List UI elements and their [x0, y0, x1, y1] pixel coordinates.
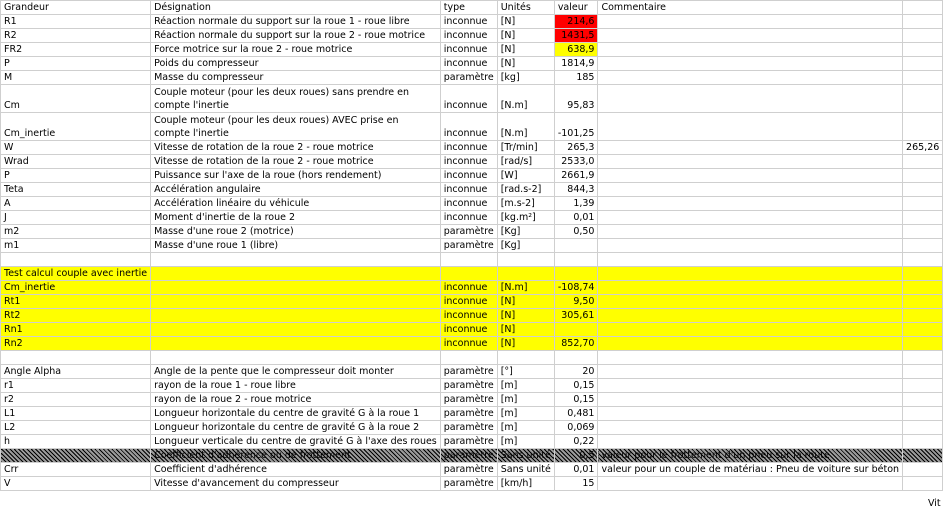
cell-commentaire[interactable] [598, 211, 903, 225]
cell-unites[interactable]: [N.m] [497, 113, 554, 141]
cell-grandeur[interactable] [1, 253, 151, 267]
cell-type[interactable] [440, 253, 497, 267]
cell-extra[interactable] [903, 253, 943, 267]
cell-type[interactable]: paramètre [440, 449, 497, 463]
cell-valeur[interactable]: 1,39 [554, 197, 598, 211]
cell-type[interactable] [440, 351, 497, 365]
cell-type[interactable]: paramètre [440, 71, 497, 85]
cell-extra[interactable] [903, 29, 943, 43]
cell-commentaire[interactable] [598, 197, 903, 211]
header-grandeur[interactable]: Grandeur [1, 1, 151, 15]
cell-valeur[interactable]: 638,9 [554, 43, 598, 57]
cell-commentaire[interactable] [598, 183, 903, 197]
cell-valeur[interactable]: 0,15 [554, 379, 598, 393]
cell-unites[interactable]: [Tr/min] [497, 141, 554, 155]
cell-type[interactable]: inconnue [440, 211, 497, 225]
table-row [1, 85, 943, 113]
cell-grandeur[interactable]: Angle Alpha [1, 365, 151, 379]
cell-extra[interactable] [903, 435, 943, 449]
cell-designation[interactable]: Couple moteur (pour les deux roues) AVEC prise en compte l'inertie [151, 113, 441, 141]
cell-type[interactable]: inconnue [440, 337, 497, 351]
cell-grandeur[interactable] [1, 449, 151, 463]
table-row [1, 337, 943, 351]
cell-designation[interactable]: Longueur verticale du centre de gravité G à l'axe des roues [151, 435, 441, 449]
cell-extra[interactable] [903, 113, 943, 141]
cell-grandeur[interactable]: L2 [1, 421, 151, 435]
cell-unites[interactable]: [N] [497, 337, 554, 351]
table-row [1, 43, 943, 57]
cell-designation[interactable]: Puissance sur l'axe de la roue (hors rendement) [151, 169, 441, 183]
cell-extra[interactable] [903, 267, 943, 281]
cell-valeur[interactable]: 0,22 [554, 435, 598, 449]
cell-valeur[interactable]: 0,069 [554, 421, 598, 435]
cell-unites[interactable]: [m] [497, 407, 554, 421]
cell-commentaire[interactable]: valeur pour le frottement d'un pneu sur la route [598, 449, 903, 463]
cell-commentaire[interactable] [598, 15, 903, 29]
table-row [1, 113, 943, 141]
cell-extra[interactable] [903, 211, 943, 225]
table-row [1, 197, 943, 211]
cell-extra[interactable] [903, 421, 943, 435]
table-row [1, 71, 943, 85]
table-row [1, 477, 943, 491]
cell-commentaire[interactable] [598, 85, 903, 113]
table-row [1, 57, 943, 71]
table-row [1, 141, 943, 155]
cell-designation[interactable]: Masse du compresseur [151, 71, 441, 85]
cell-extra[interactable]: 265,26 [903, 141, 943, 155]
cell-extra[interactable] [903, 239, 943, 253]
cell-grandeur[interactable]: A [1, 197, 151, 211]
cell-valeur[interactable]: -101,25 [554, 113, 598, 141]
cell-valeur[interactable]: 2533,0 [554, 155, 598, 169]
cell-unites[interactable]: [N] [497, 309, 554, 323]
cell-valeur[interactable]: 0,481 [554, 407, 598, 421]
table-row [1, 393, 943, 407]
header-type[interactable]: type [440, 1, 497, 15]
cell-grandeur[interactable]: Rt2 [1, 309, 151, 323]
cell-unites[interactable]: [W] [497, 169, 554, 183]
table-row [1, 295, 943, 309]
cell-commentaire[interactable] [598, 435, 903, 449]
cell-unites[interactable]: [N] [497, 43, 554, 57]
header-row [1, 1, 943, 15]
cell-designation[interactable]: Vitesse d'avancement du compresseur [151, 477, 441, 491]
trailing-cell-text: Vit [928, 498, 941, 509]
table-row [1, 267, 943, 281]
cell-valeur[interactable]: 305,61 [554, 309, 598, 323]
table-row [1, 323, 943, 337]
cell-grandeur[interactable]: W [1, 141, 151, 155]
cell-unites[interactable]: [kg.m²] [497, 211, 554, 225]
cell-commentaire[interactable] [598, 267, 903, 281]
cell-grandeur[interactable]: R1 [1, 15, 151, 29]
table-row [1, 169, 943, 183]
cell-extra[interactable] [903, 351, 943, 365]
cell-designation[interactable] [151, 267, 441, 281]
cell-extra[interactable] [903, 183, 943, 197]
cell-designation[interactable]: Vitesse de rotation de la roue 2 - roue motrice [151, 155, 441, 169]
header-unites[interactable]: Unités [497, 1, 554, 15]
cell-type[interactable]: paramètre [440, 435, 497, 449]
cell-commentaire[interactable] [598, 393, 903, 407]
cell-designation[interactable]: Réaction normale du support sur la roue 2 - roue motrice [151, 29, 441, 43]
cell-commentaire[interactable] [598, 169, 903, 183]
cell-extra[interactable] [903, 155, 943, 169]
cell-extra[interactable] [903, 57, 943, 71]
table-row [1, 407, 943, 421]
table-row [1, 435, 943, 449]
cell-type[interactable]: inconnue [440, 183, 497, 197]
table-row [1, 239, 943, 253]
cell-unites[interactable]: [N] [497, 323, 554, 337]
cell-designation[interactable] [151, 253, 441, 267]
cell-unites[interactable]: Sans unité [497, 449, 554, 463]
cell-grandeur[interactable]: Teta [1, 183, 151, 197]
cell-valeur[interactable]: 844,3 [554, 183, 598, 197]
cell-commentaire[interactable] [598, 57, 903, 71]
cell-extra[interactable] [903, 169, 943, 183]
cell-designation[interactable]: Moment d'inertie de la roue 2 [151, 211, 441, 225]
cell-commentaire[interactable] [598, 141, 903, 155]
cell-valeur[interactable]: 852,70 [554, 337, 598, 351]
cell-unites[interactable]: [km/h] [497, 477, 554, 491]
cell-type[interactable]: inconnue [440, 43, 497, 57]
cell-unites[interactable] [497, 253, 554, 267]
cell-commentaire[interactable] [598, 407, 903, 421]
cell-valeur[interactable]: 185 [554, 71, 598, 85]
cell-grandeur[interactable]: Cm [1, 85, 151, 113]
cell-type[interactable]: inconnue [440, 295, 497, 309]
cell-valeur[interactable]: 1431,5 [554, 29, 598, 43]
cell-grandeur[interactable]: R2 [1, 29, 151, 43]
cell-extra[interactable] [903, 71, 943, 85]
cell-extra[interactable] [903, 85, 943, 113]
cell-grandeur[interactable]: Wrad [1, 155, 151, 169]
cell-commentaire[interactable] [598, 43, 903, 57]
table-row [1, 183, 943, 197]
cell-extra[interactable] [903, 379, 943, 393]
cell-type[interactable]: paramètre [440, 407, 497, 421]
cell-type[interactable]: inconnue [440, 57, 497, 71]
cell-type[interactable]: inconnue [440, 169, 497, 183]
cell-type[interactable]: inconnue [440, 113, 497, 141]
cell-extra[interactable] [903, 281, 943, 295]
cell-unites[interactable]: [kg] [497, 71, 554, 85]
header-extra[interactable] [903, 1, 943, 15]
cell-grandeur[interactable]: Test calcul couple avec inertie [1, 267, 151, 281]
cell-valeur[interactable]: 0,5 [554, 449, 598, 463]
cell-unites[interactable]: [m] [497, 435, 554, 449]
cell-extra[interactable] [903, 15, 943, 29]
cell-unites[interactable]: [N] [497, 295, 554, 309]
cell-commentaire[interactable] [598, 309, 903, 323]
cell-extra[interactable] [903, 365, 943, 379]
table-row [1, 351, 943, 365]
cell-type[interactable]: paramètre [440, 225, 497, 239]
cell-grandeur[interactable]: P [1, 169, 151, 183]
cell-extra[interactable] [903, 407, 943, 421]
cell-type[interactable]: paramètre [440, 365, 497, 379]
cell-unites[interactable]: [Kg] [497, 239, 554, 253]
cell-commentaire[interactable] [598, 421, 903, 435]
cell-grandeur[interactable]: M [1, 71, 151, 85]
cell-valeur[interactable]: 214,6 [554, 15, 598, 29]
cell-unites[interactable]: [N] [497, 15, 554, 29]
cell-designation[interactable] [151, 323, 441, 337]
cell-unites[interactable]: Sans unité [497, 463, 554, 477]
table-row [1, 421, 943, 435]
cell-designation[interactable] [151, 351, 441, 365]
table-row [1, 379, 943, 393]
cell-type[interactable]: inconnue [440, 85, 497, 113]
cell-unites[interactable]: [N] [497, 57, 554, 71]
cell-designation[interactable]: rayon de la roue 2 - roue motrice [151, 393, 441, 407]
cell-designation[interactable]: Angle de la pente que le compresseur doit monter [151, 365, 441, 379]
cell-unites[interactable]: [rad.s-2] [497, 183, 554, 197]
cell-grandeur[interactable]: r1 [1, 379, 151, 393]
cell-valeur[interactable]: 20 [554, 365, 598, 379]
cell-type[interactable]: paramètre [440, 477, 497, 491]
cell-designation[interactable]: Réaction normale du support sur la roue 1 - roue libre [151, 15, 441, 29]
cell-commentaire[interactable] [598, 351, 903, 365]
table-row [1, 365, 943, 379]
cell-valeur[interactable]: -108,74 [554, 281, 598, 295]
cell-commentaire[interactable] [598, 155, 903, 169]
cell-unites[interactable]: [N.m] [497, 281, 554, 295]
cell-extra[interactable] [903, 43, 943, 57]
cell-valeur[interactable] [554, 351, 598, 365]
cell-valeur[interactable]: 0,01 [554, 463, 598, 477]
table-row [1, 309, 943, 323]
cell-commentaire[interactable] [598, 239, 903, 253]
cell-extra[interactable] [903, 463, 943, 477]
cell-unites[interactable]: [Kg] [497, 225, 554, 239]
cell-type[interactable]: inconnue [440, 309, 497, 323]
cell-commentaire[interactable] [598, 295, 903, 309]
cell-extra[interactable] [903, 449, 943, 463]
cell-commentaire[interactable] [598, 337, 903, 351]
cell-commentaire[interactable] [598, 113, 903, 141]
cell-unites[interactable]: [m] [497, 421, 554, 435]
cell-type[interactable]: inconnue [440, 141, 497, 155]
cell-grandeur[interactable]: Rt1 [1, 295, 151, 309]
cell-unites[interactable]: [N.m] [497, 85, 554, 113]
table-row [1, 449, 943, 463]
cell-type[interactable]: inconnue [440, 281, 497, 295]
table-row [1, 15, 943, 29]
cell-unites[interactable] [497, 351, 554, 365]
cell-commentaire[interactable] [598, 71, 903, 85]
cell-valeur[interactable]: 15 [554, 477, 598, 491]
cell-extra[interactable] [903, 477, 943, 491]
cell-grandeur[interactable]: FR2 [1, 43, 151, 57]
cell-commentaire[interactable] [598, 225, 903, 239]
cell-commentaire[interactable]: valeur pour un couple de matériau : Pneu de voiture sur béton [598, 463, 903, 477]
cell-extra[interactable] [903, 393, 943, 407]
cell-type[interactable]: paramètre [440, 379, 497, 393]
cell-unites[interactable]: [m.s-2] [497, 197, 554, 211]
cell-commentaire[interactable] [598, 477, 903, 491]
cell-grandeur[interactable]: J [1, 211, 151, 225]
cell-designation[interactable] [151, 295, 441, 309]
cell-designation[interactable]: Masse d'une roue 2 (motrice) [151, 225, 441, 239]
cell-extra[interactable] [903, 309, 943, 323]
cell-type[interactable]: paramètre [440, 421, 497, 435]
cell-extra[interactable] [903, 197, 943, 211]
cell-commentaire[interactable] [598, 365, 903, 379]
table-row [1, 29, 943, 43]
cell-unites[interactable]: [rad/s] [497, 155, 554, 169]
table-row [1, 253, 943, 267]
cell-valeur[interactable] [554, 267, 598, 281]
cell-type[interactable]: paramètre [440, 393, 497, 407]
cell-unites[interactable]: [N] [497, 29, 554, 43]
cell-designation[interactable]: Couple moteur (pour les deux roues) sans prendre en compte l'inertie [151, 85, 441, 113]
cell-designation[interactable]: Longueur horizontale du centre de gravité G à la roue 1 [151, 407, 441, 421]
header-commentaire[interactable]: Commentaire [598, 1, 903, 15]
cell-type[interactable]: inconnue [440, 155, 497, 169]
cell-commentaire[interactable] [598, 29, 903, 43]
cell-type[interactable]: inconnue [440, 29, 497, 43]
cell-grandeur[interactable]: r2 [1, 393, 151, 407]
cell-grandeur[interactable]: Rn2 [1, 337, 151, 351]
cell-commentaire[interactable] [598, 281, 903, 295]
cell-designation[interactable] [151, 281, 441, 295]
cell-valeur[interactable]: 0,01 [554, 211, 598, 225]
cell-valeur[interactable]: 1814,9 [554, 57, 598, 71]
cell-commentaire[interactable] [598, 323, 903, 337]
cell-valeur[interactable] [554, 239, 598, 253]
cell-designation[interactable]: Vitesse de rotation de la roue 2 - roue motrice [151, 141, 441, 155]
cell-valeur[interactable]: 0,50 [554, 225, 598, 239]
cell-designation[interactable]: Longueur horizontale du centre de gravité G à la roue 2 [151, 421, 441, 435]
cell-extra[interactable] [903, 337, 943, 351]
table-row [1, 463, 943, 477]
table-row [1, 155, 943, 169]
cell-designation[interactable] [151, 309, 441, 323]
cell-grandeur[interactable]: m2 [1, 225, 151, 239]
cell-grandeur[interactable]: P [1, 57, 151, 71]
cell-extra[interactable] [903, 323, 943, 337]
cell-unites[interactable]: [°] [497, 365, 554, 379]
cell-valeur[interactable] [554, 323, 598, 337]
cell-type[interactable]: inconnue [440, 197, 497, 211]
table-row [1, 225, 943, 239]
cell-designation[interactable]: Poids du compresseur [151, 57, 441, 71]
cell-commentaire[interactable] [598, 379, 903, 393]
cell-type[interactable]: inconnue [440, 15, 497, 29]
cell-designation[interactable]: Accélération linéaire du véhicule [151, 197, 441, 211]
cell-grandeur[interactable]: L1 [1, 407, 151, 421]
cell-designation[interactable]: Coefficient d'adhérence [151, 463, 441, 477]
cell-grandeur[interactable]: m1 [1, 239, 151, 253]
cell-grandeur[interactable] [1, 351, 151, 365]
cell-valeur[interactable]: 9,50 [554, 295, 598, 309]
cell-grandeur[interactable]: Cm_inertie [1, 281, 151, 295]
cell-unites[interactable]: [m] [497, 379, 554, 393]
cell-designation[interactable] [151, 337, 441, 351]
cell-extra[interactable] [903, 295, 943, 309]
cell-unites[interactable]: [m] [497, 393, 554, 407]
cell-valeur[interactable]: 0,15 [554, 393, 598, 407]
cell-type[interactable]: paramètre [440, 239, 497, 253]
cell-type[interactable]: inconnue [440, 323, 497, 337]
cell-designation[interactable]: Force motrice sur la roue 2 - roue motrice [151, 43, 441, 57]
cell-type[interactable] [440, 267, 497, 281]
cell-grandeur[interactable]: Crr [1, 463, 151, 477]
cell-commentaire[interactable] [598, 253, 903, 267]
table-row [1, 281, 943, 295]
cell-valeur[interactable]: 265,3 [554, 141, 598, 155]
cell-grandeur[interactable]: Cm_inertie [1, 113, 151, 141]
cell-valeur[interactable]: 2661,9 [554, 169, 598, 183]
cell-type[interactable]: paramètre [440, 463, 497, 477]
header-designation[interactable]: Désignation [151, 1, 441, 15]
cell-unites[interactable] [497, 267, 554, 281]
cell-designation[interactable]: Coefficient d'adhérence ou de frottement [151, 449, 441, 463]
header-valeur[interactable]: valeur [554, 1, 598, 15]
cell-designation[interactable]: Accélération angulaire [151, 183, 441, 197]
cell-grandeur[interactable]: Rn1 [1, 323, 151, 337]
cell-extra[interactable] [903, 225, 943, 239]
cell-valeur[interactable]: 95,83 [554, 85, 598, 113]
cell-valeur[interactable] [554, 253, 598, 267]
cell-designation[interactable]: rayon de la roue 1 - roue libre [151, 379, 441, 393]
table-row [1, 211, 943, 225]
cell-grandeur[interactable]: h [1, 435, 151, 449]
cell-grandeur[interactable]: V [1, 477, 151, 491]
cell-designation[interactable]: Masse d'une roue 1 (libre) [151, 239, 441, 253]
